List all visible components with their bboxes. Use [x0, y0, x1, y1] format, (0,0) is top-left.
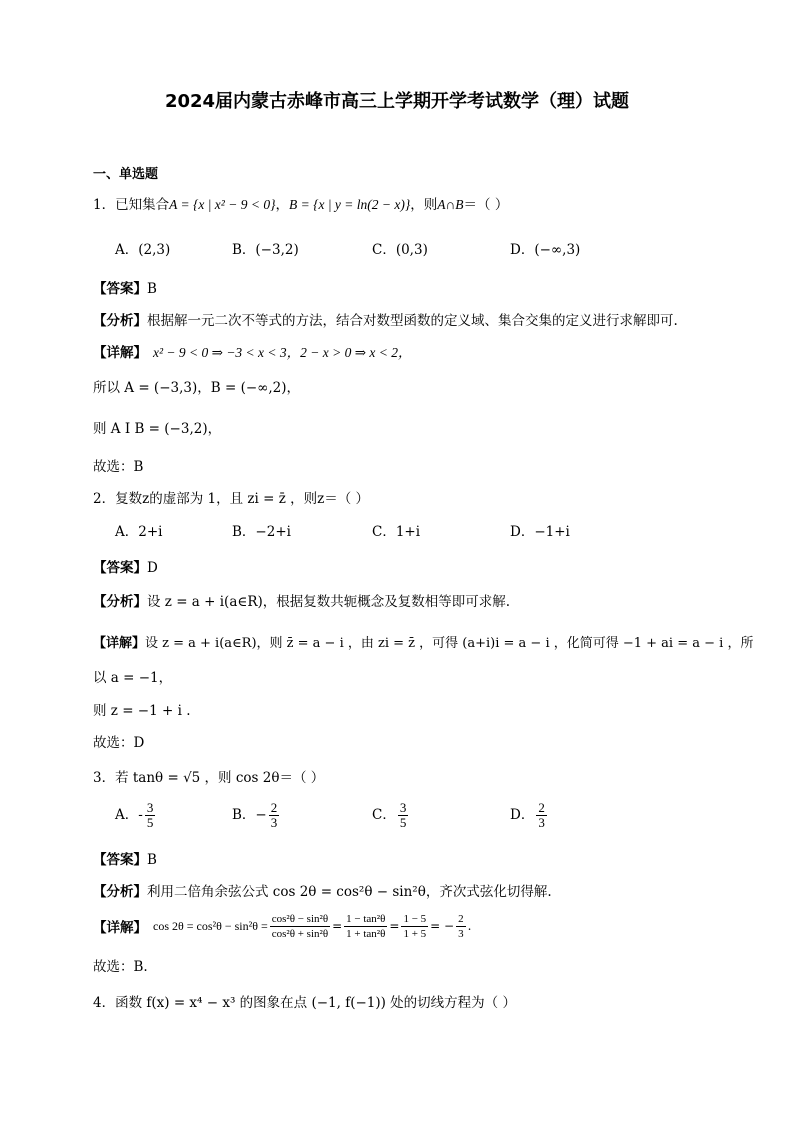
q3-frac3-den: 1 + 5: [403, 927, 427, 940]
q4-stem: 4．函数 f(x) = x⁴ − x³ 的图象在点 (−1, f(−1)) 处的切线方程为（ ）: [93, 995, 516, 1011]
q2-analysis: [93, 590, 510, 610]
q3-frac2: [344, 912, 387, 941]
detail-tag: 【详解】: [93, 920, 147, 936]
q3-option-c: [372, 801, 410, 830]
q3-option-b: [232, 801, 281, 830]
q1-line2: 所以 A = (−3,3)，B = (−∞,2)，: [93, 380, 301, 396]
q2-option-c: C．1+i: [372, 524, 421, 540]
q2-answer-value: D: [147, 560, 158, 576]
q2-detail: [93, 632, 753, 651]
q3-option-a-sign: -: [138, 807, 143, 823]
q3-frac1: [270, 912, 330, 941]
q1-detail-text: x² − 9 < 0 ⇒ −3 < x < 3，2 − x > 0 ⇒ x < 2，: [153, 345, 412, 360]
q2-stem: 2．复数z的虚部为 1，且 zi = z̄ ，则z＝（ ）: [93, 491, 370, 507]
q3-option-b-fraction: [269, 801, 280, 830]
q1-set-a: A = {x | x² − 9 < 0}: [169, 197, 276, 212]
q3-option-d-num: 2: [538, 800, 545, 815]
q3-option-a: [115, 801, 157, 830]
q3-frac3-num: 1 − 5: [403, 912, 427, 925]
q1-stem-c: ＝（ ）: [463, 197, 509, 213]
section-heading: 一、单选题: [93, 167, 159, 182]
q2-option-b: B．−2+i: [232, 524, 291, 540]
q3-detail: [93, 908, 471, 944]
q3-analysis-text: 利用二倍角余弦公式 cos 2θ = cos²θ − sin²θ，齐次式弦化切得解.: [147, 884, 552, 900]
q3-tail: .: [467, 919, 472, 933]
q3-option-c-fraction: [398, 801, 409, 830]
q3-option-b-num: 2: [270, 800, 278, 815]
q1-set-b: B = {x | y = ln(2 − x)}: [288, 197, 411, 212]
q3-frac3: [401, 912, 428, 941]
q3-frac1-num: cos²θ − sin²θ: [271, 912, 329, 925]
q1-line3: 则 A I B = (−3,2)，: [93, 421, 222, 437]
q3-option-b-sign: −: [255, 807, 267, 823]
q3-option-c-den: 5: [399, 815, 407, 830]
q3-eq1: =: [332, 919, 343, 933]
q3-eq2: =: [389, 919, 400, 933]
q1-stem-b: ，则: [410, 197, 438, 213]
q3-option-d-den: 3: [538, 815, 545, 830]
q3-option-b-letter: B．: [232, 807, 256, 823]
q1-expr: A∩B: [437, 197, 464, 212]
answer-tag: 【答案】: [93, 281, 147, 297]
q2-option-d: D．−1+i: [510, 524, 570, 540]
q3-frac4-num: 2: [458, 912, 464, 925]
q1-option-b: B．(−3,2): [232, 242, 299, 258]
q3-answer: [93, 848, 157, 868]
q3-neg: = −: [430, 919, 455, 933]
q1-detail: [93, 341, 412, 361]
q3-option-d: [510, 801, 549, 830]
q3-conclusion: 故选：B.: [93, 959, 148, 975]
q2-detail-text: 设 z = a + i(a∈R)，则 z̄ = a − i ，由 zi = z̄ ，可得 (a+i)i = a − i ，化简可得 −1 + ai = a − i ，所: [145, 636, 754, 651]
q1-conclusion: 故选：B: [93, 459, 144, 475]
q2-line3: 则 z = −1 + i .: [93, 703, 191, 719]
q3-option-c-letter: C．: [372, 807, 396, 823]
q3-frac2-num: 1 − tan²θ: [346, 912, 386, 925]
q3-option-a-fraction: [145, 801, 156, 830]
q2-analysis-text: 设 z = a + i(a∈R)，根据复数共轭概念及复数相等即可求解.: [147, 594, 511, 610]
q3-frac4: [456, 912, 466, 941]
q3-option-d-fraction: [536, 801, 547, 830]
detail-tag: 【详解】: [93, 636, 146, 651]
q1-answer: [93, 277, 157, 297]
q3-answer-value: B: [147, 852, 157, 868]
q3-option-d-letter: D．: [510, 807, 535, 823]
analysis-tag: 【分析】: [93, 313, 147, 329]
detail-tag: 【详解】: [93, 345, 147, 361]
q3-option-b-den: 3: [270, 815, 278, 830]
q1-stem-a: 1．已知集合: [93, 197, 170, 213]
q2-option-a: A．2+i: [115, 524, 163, 540]
q1-option-a: A．(2,3): [115, 242, 171, 258]
q3-option-a-num: 3: [146, 800, 154, 815]
q1-option-c: C．(0,3): [372, 242, 428, 258]
analysis-tag: 【分析】: [93, 884, 147, 900]
q1-option-d: D．(−∞,3): [510, 242, 581, 258]
q2-answer: [93, 556, 158, 576]
answer-tag: 【答案】: [93, 560, 147, 576]
q3-frac2-den: 1 + tan²θ: [346, 927, 386, 940]
q1-answer-value: B: [147, 281, 157, 297]
answer-tag: 【答案】: [93, 852, 147, 868]
q3-stem: 3．若 tanθ = √5 ，则 cos 2θ＝（ ）: [93, 770, 325, 786]
q3-detail-lhs: cos 2θ = cos²θ − sin²θ =: [153, 918, 268, 933]
q3-option-a-den: 5: [146, 815, 154, 830]
q3-option-a-letter: A．: [115, 807, 139, 823]
q3-frac1-den: cos²θ + sin²θ: [271, 927, 329, 940]
q3-frac4-den: 3: [458, 927, 464, 940]
analysis-tag: 【分析】: [93, 594, 147, 610]
q2-conclusion: 故选：D: [93, 735, 145, 751]
q3-option-c-num: 3: [399, 800, 407, 815]
q3-analysis: [93, 880, 552, 900]
q1-analysis: [93, 309, 678, 329]
document-title: 2024届内蒙古赤峰市高三上学期开学考试数学（理）试题: [164, 91, 630, 112]
q1-stem: [93, 193, 508, 213]
q1-analysis-text: 根据解一元二次不等式的方法，结合对数型函数的定义域、集合交集的定义进行求解即可.: [147, 313, 678, 329]
q1-sep: ，: [275, 197, 289, 213]
q2-line2: 以 a = −1，: [93, 670, 173, 686]
